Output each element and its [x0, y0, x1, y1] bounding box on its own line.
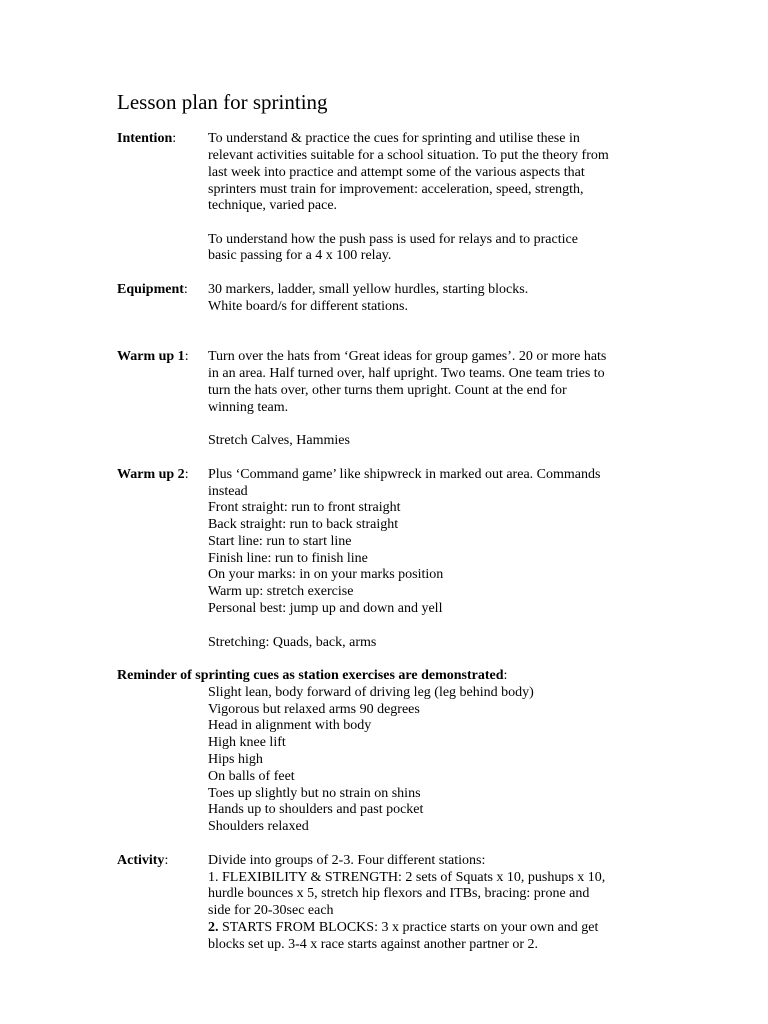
sprint-cue: High knee lift — [208, 735, 286, 750]
activity-line: 2. STARTS FROM BLOCKS: 3 x practice starts on your own and get — [208, 920, 599, 935]
sprint-cue: Shoulders relaxed — [208, 819, 309, 834]
sprint-cue: On balls of feet — [208, 769, 295, 784]
sprint-cue: Hips high — [208, 752, 263, 767]
sprint-cue: Vigorous but relaxed arms 90 degrees — [208, 702, 420, 717]
warmup1-line: Turn over the hats from ‘Great ideas for group games’. 20 or more hats — [208, 349, 607, 364]
activity-line: hurdle bounces x 5, stretch hip flexors and ITBs, bracing: prone and — [208, 886, 590, 901]
activity-label: Activity: — [117, 853, 169, 868]
warmup2-line: Stretching: Quads, back, arms — [208, 635, 377, 650]
equipment-line: 30 markers, ladder, small yellow hurdles, starting blocks. — [208, 282, 529, 297]
warmup2-line: Finish line: run to finish line — [208, 551, 368, 566]
activity-line: side for 20-30sec each — [208, 903, 334, 918]
activity-line: blocks set up. 3-4 x race starts against another partner or 2. — [208, 937, 539, 952]
warmup2-line: Front straight: run to front straight — [208, 500, 401, 515]
warmup2-line: Warm up: stretch exercise — [208, 584, 354, 599]
sprint-cue: Hands up to shoulders and past pocket — [208, 802, 424, 817]
activity-line: Divide into groups of 2-3. Four different stations: — [208, 853, 486, 868]
warmup2-line: Personal best: jump up and down and yell — [208, 601, 443, 616]
warmup2-line: On your marks: in on your marks position — [208, 567, 444, 582]
equipment-label: Equipment: — [117, 282, 188, 297]
sprint-cue: Head in alignment with body — [208, 718, 372, 733]
activity-line: 1. FLEXIBILITY & STRENGTH: 2 sets of Squats x 10, pushups x 10, — [208, 870, 606, 885]
reminder-heading: Reminder of sprinting cues as station exercises are demonstrated: — [117, 668, 508, 683]
warmup2-line: Back straight: run to back straight — [208, 517, 399, 532]
page-title: Lesson plan for sprinting — [117, 90, 328, 114]
warmup2-line: Start line: run to start line — [208, 534, 352, 549]
warmup1-label: Warm up 1: — [117, 349, 189, 364]
warmup2-line: Plus ‘Command game’ like shipwreck in marked out area. Commands — [208, 467, 601, 482]
intention-line: To understand & practice the cues for sprinting and utilise these in — [208, 131, 580, 146]
warmup1-line: in an area. Half turned over, half upright. Two teams. One team tries to — [208, 366, 605, 381]
sprint-cue: Toes up slightly but no strain on shins — [208, 786, 421, 801]
intention-label: Intention: — [117, 131, 177, 146]
equipment-line: White board/s for different stations. — [208, 299, 408, 314]
intention-line: technique, varied pace. — [208, 198, 338, 213]
intention-line: To understand how the push pass is used for relays and to practice — [208, 232, 578, 247]
station-2-number: 2. — [208, 920, 219, 935]
intention-line: basic passing for a 4 x 100 relay. — [208, 248, 392, 263]
warmup1-line: turn the hats over, other turns them upright. Count at the end for — [208, 383, 567, 398]
warmup2-line: instead — [208, 484, 248, 499]
warmup2-label: Warm up 2: — [117, 467, 189, 482]
warmup1-line: winning team. — [208, 400, 289, 415]
sprint-cue: Slight lean, body forward of driving leg (leg behind body) — [208, 685, 534, 700]
intention-line: last week into practice and attempt some of the various aspects that — [208, 165, 585, 180]
intention-line: relevant activities suitable for a school situation. To put the theory from — [208, 148, 609, 163]
warmup1-line: Stretch Calves, Hammies — [208, 433, 350, 448]
intention-line: sprinters must train for improvement: acceleration, speed, strength, — [208, 182, 584, 197]
